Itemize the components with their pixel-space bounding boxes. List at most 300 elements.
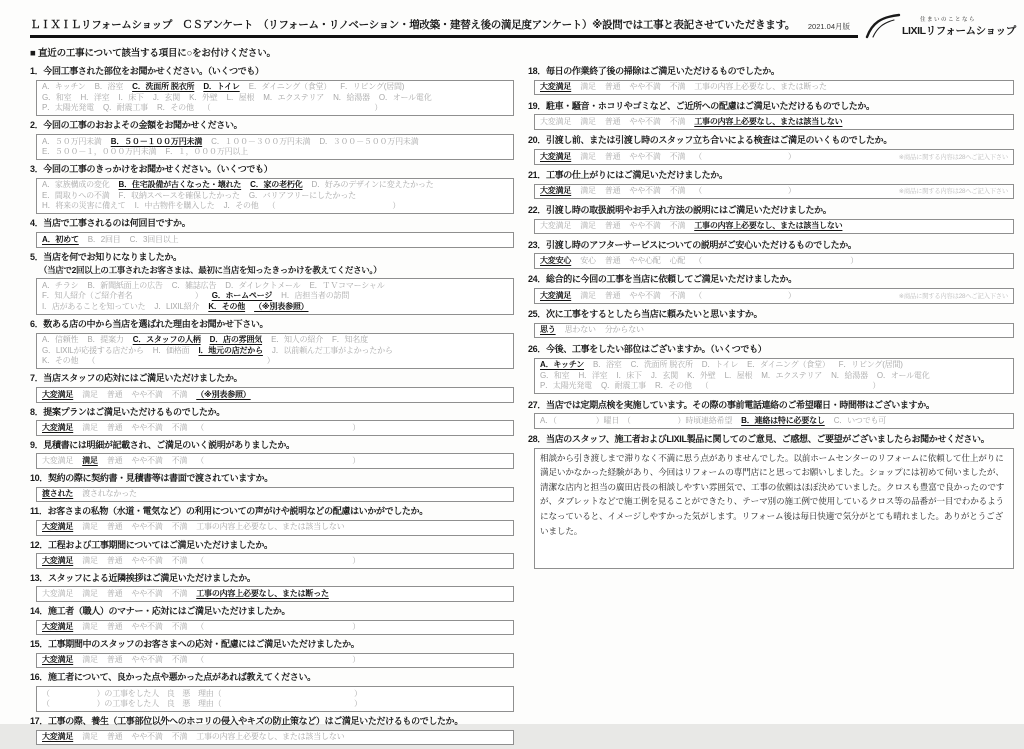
answer-option: （ ）	[196, 455, 361, 465]
answer-option: やや不満	[131, 622, 163, 632]
answer-option: H．洋室	[578, 370, 608, 380]
answer-option: やや不満	[131, 389, 163, 399]
answer-option: N．給湯器	[831, 370, 868, 380]
answer-box	[534, 149, 1014, 165]
answer-box	[36, 686, 514, 712]
answer-box	[36, 730, 514, 746]
answer-option: やや不満	[131, 655, 163, 665]
answer-option: E．知人の紹介	[271, 335, 323, 345]
answer-box	[36, 653, 514, 669]
answer-option: やや不満	[131, 455, 163, 465]
answer-option: （ ）	[202, 103, 383, 113]
answer-option: F．リビング(居間)	[340, 82, 405, 92]
answer-line	[42, 346, 508, 357]
answer-option: I．中古物件を購入した	[134, 201, 215, 211]
answer-box	[534, 253, 1014, 269]
question-title: 25．次に工事をするとしたら当店に頼みたいと思いますか。	[528, 309, 763, 320]
question-24	[528, 274, 1014, 303]
answer-line	[42, 489, 508, 500]
answer-option-selected: K．その他	[208, 301, 246, 311]
answer-option-selected: 大変安心	[540, 255, 572, 265]
answer-line	[540, 152, 1008, 163]
question-title: 28．当店のスタッフ、施工者およびLIXIL製品に関してのご意見、ご感想、ご要望がございましたらお聞かせください。	[528, 434, 990, 445]
question-title: 14．施工者（職人）のマナー・応対にはご満足いただけましたか。	[30, 605, 291, 616]
question-title: 10．契約の際に契約書・見積書等は書面で渡されていますか。	[30, 473, 273, 484]
answer-box	[534, 288, 1014, 304]
free-text-answer: 相談から引き渡しまで滞りなく不満に思う点がありませんでした。以前ホームセンターのリフォームに依頼して仕上がりに満足いかなかった経験があり、今回はリフォームの専門店にと思ってお願いしました。ショップには初めて伺いましたが、清潔な店内と担当の廣田店長の相談しやすい雰囲気で、工事の依頼はほぼ決めていました。クロスも豊富で良かったのですが、タブレットなどで施工例を見ることができたり、テーマ別の施工例で使用しているクロス等の品番が一目でわかるようになっていると、イメージしやすかった気がします。リフォーム後は毎日快適で気分がとても晴れました。ありがとうございました。	[540, 452, 1005, 536]
question-27	[528, 400, 1014, 429]
answer-option: （ ）	[700, 381, 881, 391]
answer-line	[42, 390, 508, 401]
answer-option: C．いつでも可	[833, 415, 887, 425]
answer-box	[36, 232, 514, 248]
answer-option-selected: 大変満足	[42, 389, 74, 399]
answer-line	[42, 522, 508, 533]
answer-option: 普通	[106, 732, 123, 742]
answer-option: 分からない	[604, 325, 644, 335]
answer-line	[42, 302, 508, 313]
answer-line	[42, 335, 508, 346]
answer-box	[534, 114, 1014, 130]
answer-option-selected: 大変満足	[42, 655, 74, 665]
question-title: 8．提案プランはご満足いただけるものでしたか。	[30, 406, 225, 417]
answer-option: K．外壁	[687, 370, 716, 380]
column-left	[30, 66, 514, 749]
page-title: ＬＩＸＩＬリフォームショップ ＣＳアンケート （リフォーム・リノベーション・増改築・建替え後の満足度アンケート）※設問では工事と表記させていただきます。	[30, 19, 796, 31]
answer-option: H．洋室	[80, 92, 110, 102]
header-rule	[30, 17, 858, 38]
question-title: 9．見積書には明細が記載され、ご満足のいく説明がありましたか。	[30, 439, 295, 450]
answer-option-selected: C．家の老朽化	[250, 180, 303, 190]
answer-option: 満足	[82, 732, 98, 742]
answer-option: 工事の内容上必要なし、または断った	[694, 82, 827, 92]
instruction-text: ■ 直近の工事について該当する項目に○をお付けください。	[30, 48, 276, 59]
answer-option: P．太陽光発電	[42, 103, 94, 113]
answer-line	[540, 416, 1008, 427]
answer-option: Q．耐震工事	[600, 381, 646, 391]
answer-option: やや不満	[131, 522, 163, 532]
answer-box	[36, 178, 514, 215]
answer-option: C．雑誌広告	[171, 280, 217, 290]
answer-option: 普通	[604, 255, 621, 265]
answer-option: 不満	[171, 588, 188, 598]
answer-option: I．床下	[118, 92, 144, 102]
answer-option: E．ダイニング（食堂）	[248, 82, 332, 92]
answer-option: F．リビング(居間)	[838, 360, 903, 370]
answer-option: L．屋根	[724, 370, 753, 380]
answer-option: G．和室	[540, 370, 570, 380]
answer-option: 安心	[580, 255, 596, 265]
answer-line	[42, 147, 508, 158]
question-18	[528, 66, 1014, 95]
answer-option-selected: 工事の内容上必要なし、または断った	[196, 588, 329, 598]
answer-line	[42, 556, 508, 567]
answer-box	[36, 620, 514, 636]
answer-option-selected: （※別表参照）	[196, 389, 251, 399]
answer-line	[540, 256, 1008, 267]
answer-option: G．和室	[42, 92, 72, 102]
answer-option-selected: I．地元の店だから	[198, 345, 263, 355]
logo-tagline: 住まいのことなら	[920, 16, 977, 23]
question-title: 15．工事期間中のスタッフのお客さまへの応対・配慮にはご満足いただけましたか。	[30, 639, 360, 650]
answer-option: 不満	[669, 151, 686, 161]
answer-option: 思わない	[564, 325, 596, 335]
answer-option: B．浴室	[94, 82, 124, 92]
answer-box	[36, 586, 514, 602]
answer-option-selected: G．ホームページ	[211, 291, 273, 301]
answer-option: R．その他	[654, 381, 692, 391]
question-title: 17．工事の際、養生（工事部位以外へのホコリの侵入やキズの防止策など）はご満足いただけるものでしたか。	[30, 716, 463, 727]
answer-box	[534, 323, 1014, 339]
answer-option: （ ）	[196, 422, 361, 432]
answer-option: D．トイレ	[701, 360, 739, 370]
answer-line	[42, 655, 508, 666]
answer-option: （ ）	[87, 356, 275, 366]
question-1	[30, 66, 514, 116]
answer-option: 大変満足	[540, 221, 572, 231]
question-title: 16．施工者について、良かった点や悪かった点があれば教えてください。	[30, 672, 316, 683]
answer-line	[42, 732, 508, 743]
answer-option-selected: 大変満足	[540, 290, 572, 300]
question-title: 27．当店では定期点検を実施しています。その際の事前電話連絡のご希望曜日・時間帯はございますか。	[528, 399, 935, 410]
answer-line	[540, 325, 1008, 336]
answer-option: J．その他	[223, 201, 259, 211]
answer-option: A．チラシ	[42, 280, 79, 290]
answer-option: L．屋根	[226, 92, 255, 102]
answer-option: D．好みのデザインに変えたかった	[311, 180, 434, 190]
answer-option: 満足	[82, 655, 98, 665]
answer-option: H．将来の災害に備えて	[42, 201, 126, 211]
answer-line	[42, 281, 508, 292]
answer-option: やや不満	[629, 186, 661, 196]
answer-line	[540, 117, 1008, 128]
answer-option: 不満	[669, 82, 686, 92]
answer-line	[42, 201, 508, 212]
answer-option: B．提案力	[87, 335, 124, 345]
answer-option-selected: 大変満足	[42, 622, 74, 632]
answer-option: 不満	[171, 455, 188, 465]
question-title: 18．毎日の作業終了後の掃除はご満足いただけるものでしたか。	[528, 66, 780, 76]
answer-box	[36, 80, 514, 117]
answer-line	[42, 456, 508, 467]
answer-line	[42, 191, 508, 202]
answer-option: （ ）	[694, 186, 796, 196]
answer-option: （ ）	[694, 290, 796, 300]
answer-option: （ ）	[196, 555, 361, 565]
answer-option: 普通	[604, 221, 621, 231]
answer-option-selected: D．店の雰囲気	[209, 335, 263, 345]
answer-option: 大変満足	[42, 455, 74, 465]
answer-option: やや不満	[131, 588, 163, 598]
answer-option: 普通	[106, 588, 123, 598]
answer-option: 工事の内容上必要なし、または該当しない	[196, 522, 345, 532]
answer-line	[42, 82, 508, 93]
answer-option: （ ）の工事をした人 良 悪 理由（ ）	[42, 688, 362, 698]
answer-option: A．キッチン	[42, 82, 86, 92]
answer-option: やや不満	[131, 422, 163, 432]
answer-box	[534, 80, 1014, 96]
answer-option-selected: 大変満足	[42, 555, 74, 565]
question-3	[30, 164, 514, 214]
answer-option: 満足	[82, 622, 98, 632]
answer-option: 大変満足	[42, 588, 74, 598]
answer-box	[36, 520, 514, 536]
logo-text	[902, 15, 1016, 38]
answer-option: （ ）	[694, 151, 796, 161]
answer-box	[36, 387, 514, 403]
question-16	[30, 672, 514, 712]
answer-option: 普通	[106, 422, 123, 432]
answer-option-selected: 大変満足	[540, 186, 572, 196]
answer-option: D．ダイレクトメール	[225, 280, 301, 290]
answer-option: J．玄関	[650, 370, 679, 380]
answer-option-selected: A．初めて	[42, 234, 79, 244]
answer-option: 不満	[171, 522, 188, 532]
answer-option: B．浴室	[593, 360, 622, 370]
version-label: 2021.04月版	[807, 22, 850, 31]
question-title: 5．当店を何でお知りになりましたか。	[30, 251, 182, 262]
question-title: 26．今後、工事をしたい部位はございますか。（いくつでも）	[528, 343, 767, 354]
question-8	[30, 407, 514, 436]
answer-option: やや不満	[629, 151, 661, 161]
question-note: （当店で2回以上の工事されたお客さまは、最初に当店を知ったきっかけを教えてください。）	[39, 265, 382, 276]
question-7	[30, 373, 514, 402]
question-title: 13．スタッフによる近隣挨拶はご満足いただけましたか。	[30, 572, 256, 583]
answer-option: F．１，０００万円以上	[165, 147, 249, 157]
answer-option: N．給湯器	[333, 92, 370, 102]
answer-box	[36, 453, 514, 469]
answer-option: A．（ ）曜日 （ ）時頃連絡希望	[540, 415, 733, 425]
answer-option: 普通	[106, 655, 123, 665]
question-title: 6．数ある店の中から当店を選ばれた理由をお聞かせ下さい。	[30, 319, 269, 329]
answer-line	[42, 699, 508, 710]
answer-line	[42, 622, 508, 633]
question-title: 1．今回工事された部位をお聞かせください。（いくつでも）	[30, 66, 264, 76]
question-title: 24．総合的に今回の工事を当店に依頼してご満足いただけましたか。	[528, 274, 797, 285]
question-17	[30, 716, 514, 745]
answer-option: 普通	[604, 82, 621, 92]
logo-name: LIXILリフォームショップ	[902, 24, 1016, 37]
answer-line	[540, 381, 1008, 392]
answer-option-selected: 大変満足	[540, 151, 572, 161]
question-23	[528, 240, 1014, 269]
answer-option-selected: B．住宅設備が古くなった・壊れた	[118, 180, 242, 190]
answer-option: J．玄関	[152, 92, 181, 102]
answer-option: （ ）の工事をした人 良 悪 理由（ ）	[42, 699, 362, 709]
question-10	[30, 473, 514, 502]
margin-note: ※商品に関する内容は28へご記入下さい	[898, 188, 1008, 196]
answer-line	[42, 180, 508, 191]
answer-option: G．バリアフリーにしたかった	[248, 190, 356, 200]
answer-option: 満足	[580, 82, 596, 92]
answer-option: H．店担当者の訪問	[281, 291, 350, 301]
answer-option: 不満	[171, 622, 188, 632]
answer-option: 満足	[82, 422, 98, 432]
answer-option: 普通	[604, 116, 621, 126]
question-title: 19．駐車・騒音・ホコリやゴミなど、ご近所への配慮はご満足いただけるものでしたか。	[528, 100, 875, 111]
answer-option: F．収納スペースを確保したかった	[118, 190, 240, 200]
answer-option: 普通	[106, 522, 123, 532]
question-4	[30, 218, 514, 247]
answer-option: I．床下	[616, 370, 642, 380]
question-title: 23．引渡し時のアフターサービスについての説明がご安心いただけるものでしたか。	[528, 239, 857, 250]
question-9	[30, 440, 514, 469]
answer-option-selected: B．連絡は特に必要なし	[741, 415, 825, 425]
answer-line	[540, 291, 1008, 302]
question-title: 7．当店スタッフの応対にはご満足いただけましたか。	[30, 373, 243, 384]
lixil-logo	[866, 14, 1014, 38]
answer-option: 不満	[171, 555, 188, 565]
answer-option: 普通	[106, 622, 123, 632]
question-22	[528, 205, 1014, 234]
answer-option: 満足	[82, 588, 98, 598]
answer-line	[540, 221, 1008, 232]
question-6	[30, 319, 514, 369]
question-15	[30, 639, 514, 668]
answer-box	[36, 420, 514, 436]
answer-option: G．LIXILが応援する店だから	[42, 345, 144, 355]
answer-option: やや不満	[131, 555, 163, 565]
margin-note: ※商品に関する内容は28へご記入下さい	[898, 153, 1008, 161]
answer-option: B．新聞紙面上の広告	[87, 280, 163, 290]
question-19	[528, 101, 1014, 130]
answer-option: （ ）	[694, 255, 859, 265]
answer-box	[534, 219, 1014, 235]
answer-option-selected: 満足	[82, 455, 98, 465]
answer-line	[42, 356, 508, 367]
answer-option: D．３００－５００万円未満	[319, 136, 419, 146]
answer-option: 工事の内容上必要なし、または該当しない	[196, 732, 345, 742]
answer-option: 不満	[669, 221, 686, 231]
question-title: 4．当店で工事されるのは何回目ですか。	[30, 218, 191, 229]
answer-option: C．洗面所 脱衣所	[630, 360, 693, 370]
answer-option-selected: 工事の内容上必要なし、または該当しない	[694, 116, 843, 126]
answer-option: O．オール電化	[378, 92, 432, 102]
question-title: 3．今回の工事のきっかけをお聞かせください。（いくつでも）	[30, 164, 273, 175]
answer-option: P．太陽光発電	[540, 381, 592, 391]
answer-line	[42, 137, 508, 148]
answer-box	[534, 448, 1014, 569]
question-20	[528, 135, 1014, 164]
answer-option: E．５００－１，０００万円未満	[42, 147, 157, 157]
answer-option: やや心配	[629, 255, 661, 265]
answer-line	[42, 689, 508, 700]
answer-option-selected: B．５０－１００万円未満	[110, 136, 203, 146]
answer-option: E．間取りへの不満	[42, 190, 110, 200]
answer-option: 満足	[82, 389, 98, 399]
question-title: 21．工事の仕上がりにはご満足いただけましたか。	[528, 170, 728, 181]
question-28	[528, 434, 1014, 569]
answer-option: 普通	[106, 455, 123, 465]
question-2	[30, 120, 514, 160]
answer-option: 不満	[669, 116, 686, 126]
answer-option: 普通	[106, 389, 123, 399]
answer-option: 不満	[171, 389, 188, 399]
question-21	[528, 170, 1014, 199]
answer-option: E．ダイニング（食堂）	[747, 360, 830, 370]
answer-line	[42, 235, 508, 246]
answer-option-selected: 大変満足	[42, 732, 74, 742]
answer-option: 渡されなかった	[82, 489, 137, 499]
answer-option: 満足	[580, 221, 596, 231]
answer-option: R．その他	[156, 103, 194, 113]
answer-option: K．外壁	[189, 92, 218, 102]
answer-option-selected: （※別表参照）	[254, 301, 309, 311]
answer-option-selected: 大変満足	[42, 522, 74, 532]
answer-option: 心配	[669, 255, 686, 265]
answer-option: E．ＴＶコマーシャル	[309, 280, 385, 290]
answer-option: J．以前頼んだ工事がよかったから	[271, 345, 393, 355]
question-26	[528, 344, 1014, 394]
answer-option: 不満	[669, 186, 686, 196]
answer-option: 普通	[604, 151, 621, 161]
answer-option: やや不満	[629, 221, 661, 231]
answer-line	[540, 186, 1008, 197]
answer-option: K．その他	[42, 356, 79, 366]
answer-option-selected: 渡された	[42, 489, 74, 499]
swoosh-icon	[866, 14, 900, 38]
answer-option-selected: D．トイレ	[203, 82, 240, 92]
answer-option: 普通	[604, 186, 621, 196]
answer-box	[36, 487, 514, 503]
answer-option-selected: C．洗面所 脱衣所	[132, 82, 195, 92]
margin-note: ※商品に関する内容は28へご記入下さい	[898, 292, 1008, 300]
answer-option-selected: C．スタッフの人柄	[132, 335, 201, 345]
answer-option: A．家族構成の変化	[42, 180, 110, 190]
answer-line	[42, 589, 508, 600]
answer-option: （ ）	[196, 655, 361, 665]
answer-line	[42, 93, 508, 104]
answer-option: 満足	[580, 151, 596, 161]
question-14	[30, 606, 514, 635]
column-right	[528, 66, 1014, 749]
answer-option: Q．耐震工事	[102, 103, 148, 113]
answer-line	[540, 371, 1008, 382]
answer-option: F．知人紹介（ご紹介者名 ）	[42, 291, 203, 301]
answer-option-selected: 工事の内容上必要なし、または該当しない	[694, 221, 843, 231]
question-12	[30, 540, 514, 569]
answer-option: J．LIXIL紹介	[154, 301, 200, 311]
question-title: 12．工程および工事期間についてはご満足いただけましたか。	[30, 539, 273, 550]
answer-line	[540, 82, 1008, 93]
answer-option: （ ）	[196, 622, 361, 632]
question-title: 2．今回の工事のおおよその金額をお聞かせください。	[30, 120, 243, 131]
answer-line	[540, 360, 1008, 371]
answer-box	[36, 333, 514, 370]
answer-line	[42, 423, 508, 434]
question-title: 20．引渡し前、または引渡し時のスタッフ立ち合いによる検査はご満足のいくものでしたか。	[528, 135, 892, 146]
answer-option: A．信頼性	[42, 335, 79, 345]
answer-box	[36, 278, 514, 315]
answer-option: 不満	[669, 290, 686, 300]
answer-option: 不満	[171, 655, 188, 665]
answer-option: F．知名度	[332, 335, 368, 345]
question-5	[30, 252, 514, 315]
answer-option: 不満	[171, 422, 188, 432]
answer-line	[42, 103, 508, 114]
answer-option: 大変満足	[540, 116, 572, 126]
answer-option: やや不満	[131, 732, 163, 742]
answer-option: 満足	[580, 116, 596, 126]
header	[30, 14, 1014, 38]
answer-option: O．オール電化	[876, 370, 930, 380]
answer-box	[534, 358, 1014, 395]
answer-option: 満足	[580, 186, 596, 196]
answer-option: M．エクステリア	[761, 370, 823, 380]
question-title: 11．お客さまの私物（水道・電気など）の利用についての声がけや説明などの配慮はいかがでしたか。	[30, 506, 428, 517]
answer-option: B．2回目	[87, 234, 121, 244]
answer-option: （ ）	[267, 201, 401, 211]
